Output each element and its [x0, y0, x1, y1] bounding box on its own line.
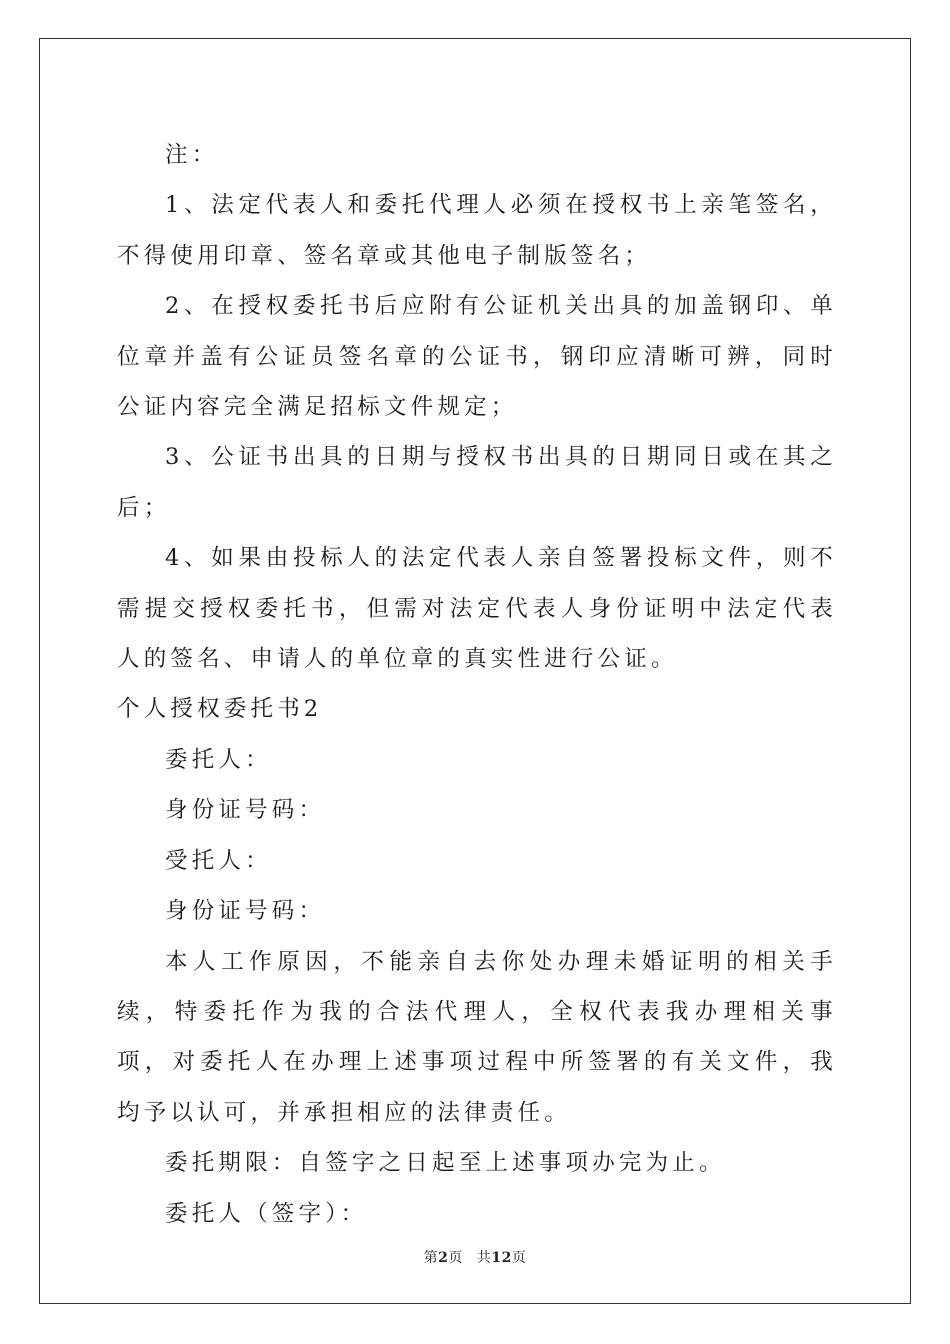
note-item-2: 2、在授权委托书后应附有公证机关出具的加盖钢印、单位章并盖有公证员签名章的公证书，钢印应清晰可辨，同时公证内容完全满足招标文件规定； [117, 293, 837, 421]
note-item-3: 3、公证书出具的日期与授权书出具的日期同日或在其之后； [117, 444, 837, 521]
field-principal-id: 身份证号码： [165, 797, 326, 824]
note-item-1: 1、法定代表人和委托代理人必须在授权书上亲笔签名，不得使用印章、签名章或其他电子制版签名； [117, 192, 837, 269]
section-title: 个人授权委托书2 [117, 696, 323, 723]
document-body [117, 130, 837, 1239]
field-principal: 委托人： [165, 746, 272, 773]
page-footer [0, 1247, 950, 1267]
page-prefix: 第 [423, 1250, 439, 1266]
field-agent-id: 身份证号码： [165, 898, 326, 925]
authorization-period: 委托期限：自签字之日起至上述事项办完为止。 [165, 1150, 726, 1177]
field-agent: 受托人： [165, 847, 272, 874]
total-prefix: 共 [476, 1250, 492, 1266]
note-item-4: 4、如果由投标人的法定代表人亲自签署投标文件，则不需提交授权委托书，但需对法定代表人身份证明中法定代表人的签名、申请人的单位章的真实性进行公证。 [117, 545, 837, 673]
note-label: 注： [165, 142, 219, 168]
total-pages: 12 [491, 1250, 512, 1266]
page-suffix: 页 [448, 1250, 463, 1266]
total-suffix: 页 [511, 1250, 527, 1266]
authorization-statement: 本人工作原因，不能亲自去你处办理未婚证明的相关手续，特委托作为我的合法代理人，全权代表我办理相关事项，对委托人在办理上述事项过程中所签署的有关文件，我均予以认可，并承担相应的法律责任。 [117, 948, 837, 1126]
principal-signature-line: 委托人（签字）： [165, 1200, 368, 1227]
page-number: 2 [438, 1250, 449, 1266]
